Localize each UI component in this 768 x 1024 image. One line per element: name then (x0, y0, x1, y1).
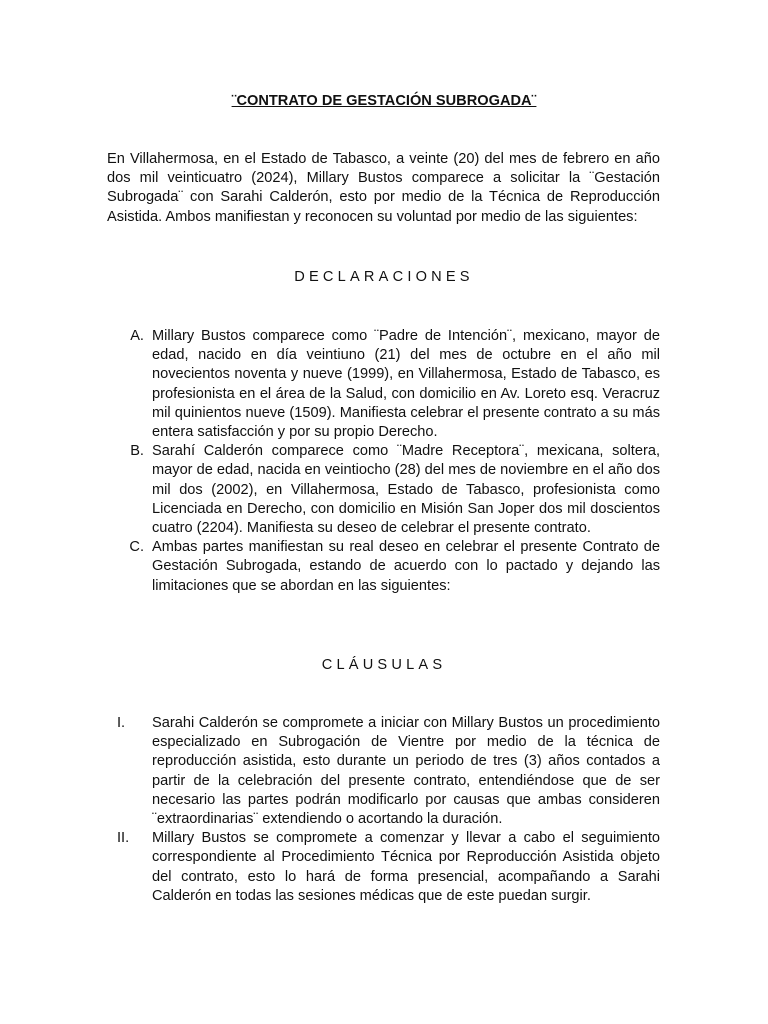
list-marker: II. (117, 830, 130, 847)
document-title: ¨CONTRATO DE GESTACIÓN SUBROGADA¨ (231, 93, 537, 109)
declaration-text: Ambas partes manifiestan su real deseo en celebrar el presente Contrato de Gestación Subrogada, estando de acuerdo con lo pactado y dejando las limitaciones que se abordan en las siguientes: (152, 539, 660, 594)
list-marker: I. (117, 715, 126, 731)
clauses-heading: CLÁUSULAS (321, 657, 447, 673)
declaration-text: Millary Bustos comparece como ¨Padre de Intención¨, mexicano, mayor de edad, nacido en día veintiuno (21) del mes de octubre en el año mil novecientos noventa y nueve (1999), en Villahermosa, Estado de Tabasco, es profesionista en el área de la Salud, con domicilio en Av. Loreto esq. Veracruz mil quinientos nueve (1509). Manifiesta celebrar el presente contrato a su más entera satisfacción y por su propio Derecho. (152, 328, 660, 441)
declarations-heading: DECLARACIONES (294, 269, 474, 285)
clauses-list (107, 714, 660, 906)
clause-text: Millary Bustos se compromete a comenzar y llevar a cabo el seguimiento correspondiente al Procedimiento Técnica por Reproducción Asistida objeto del contrato, esto lo hará de forma presencial, acompañando a Sarahi Calderón en todas las sesiones médicas que de este puedan surgir. (152, 830, 660, 904)
list-marker: A. (130, 328, 144, 344)
list-marker: C. (129, 539, 144, 556)
declaration-item (107, 538, 660, 596)
clause-item (107, 714, 660, 829)
declaration-item (107, 442, 660, 538)
declarations-list (107, 327, 660, 596)
clause-text: Sarahi Calderón se compromete a iniciar con Millary Bustos un procedimiento especializado en Subrogación de Vientre por medio de la técnica de reproducción asistida, esto durante un periodo de tres (3) años contados a partir de la celebración del presente contrato, entendiéndose que de ser necesario las partes podrán modificarlo por causas que ambas consideren ¨extraordinarias¨ extendiendo o acortando la duración. (152, 715, 660, 828)
declaration-text: Sarahí Calderón comparece como ¨Madre Receptora¨, mexicana, soltera, mayor de edad, nacida en veintiocho (28) del mes de noviembre en el año dos mil dos (2002), en Villahermosa, Estado de Tabasco, profesionista como Licenciada en Derecho, con domicilio en Misión San Joper dos mil doscientos cuatro (2204). Manifiesta su deseo de celebrar el presente contrato. (152, 443, 660, 537)
intro-paragraph: En Villahermosa, en el Estado de Tabasco, a veinte (20) del mes de febrero en año dos mil veinticuatro (2024), Millary Bustos comparece a solicitar la ¨Gestación Subrogada¨ con Sarahi Calderón, esto por medio de la Técnica de Reproducción Asistida. Ambos manifiestan y reconocen su voluntad por medio de las siguientes: (107, 151, 660, 225)
clause-item (107, 829, 660, 906)
list-marker: B. (130, 443, 144, 460)
declaration-item (107, 327, 660, 442)
